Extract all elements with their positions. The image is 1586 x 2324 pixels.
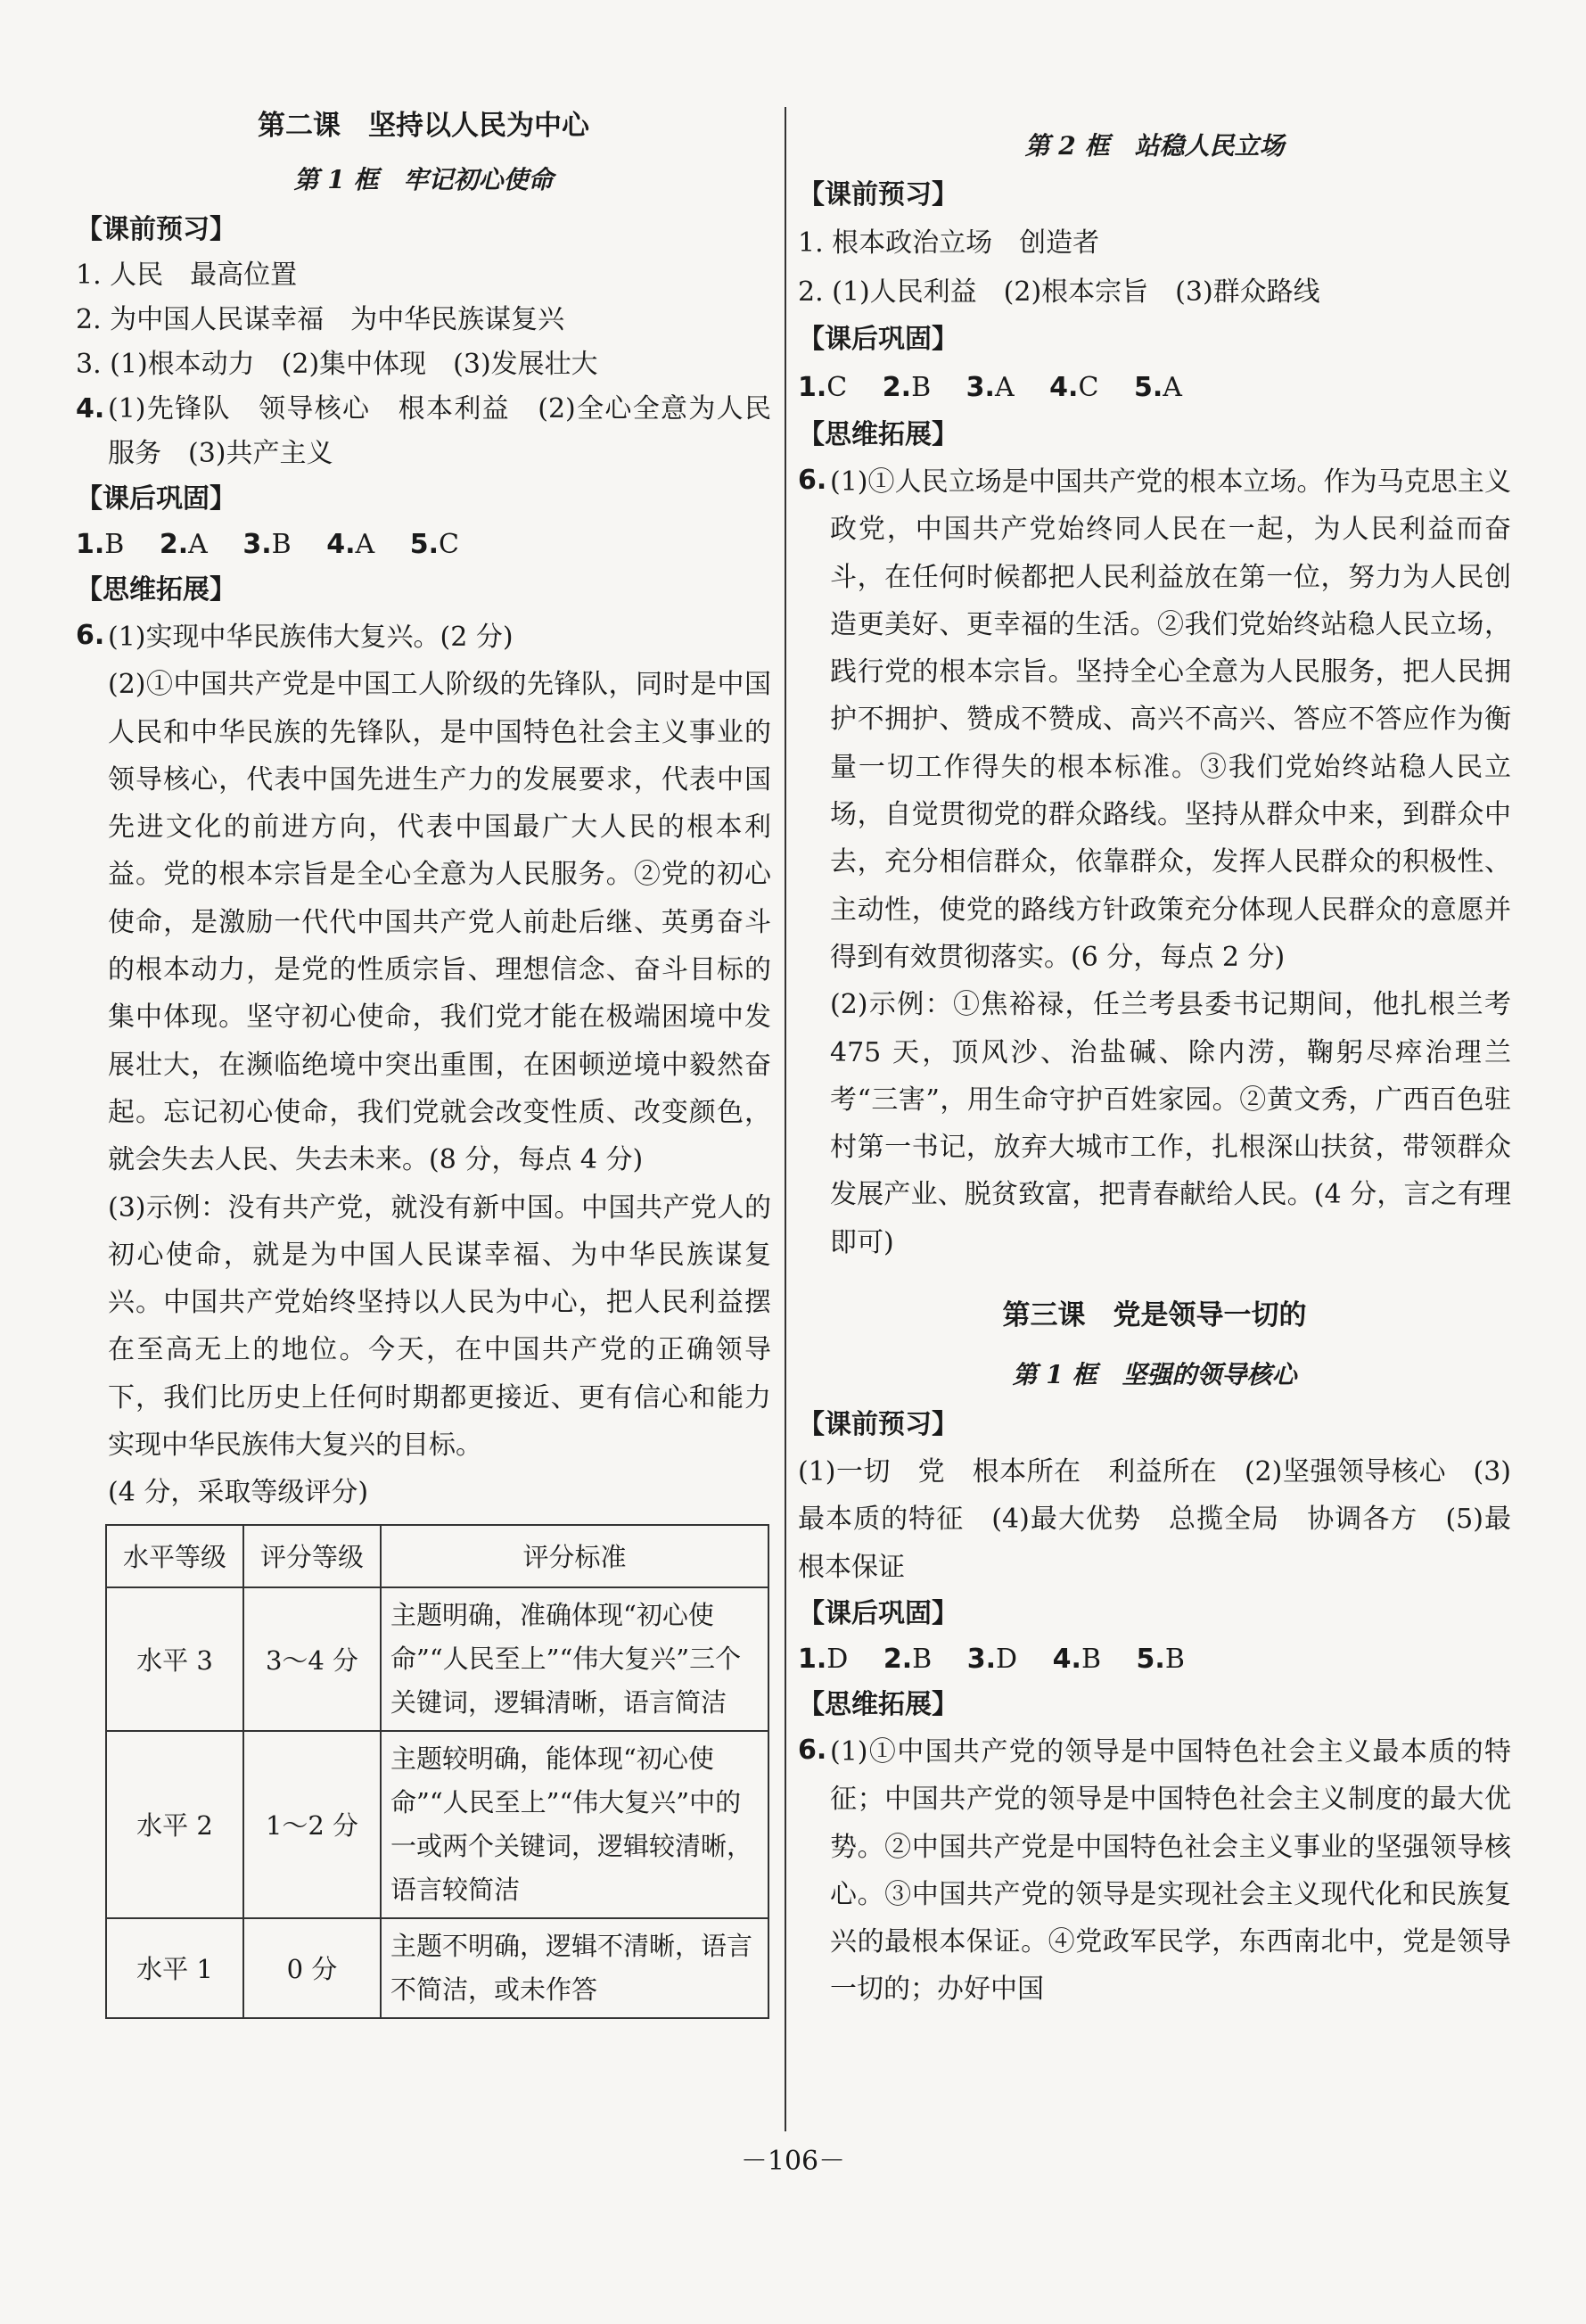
frame-title: 第 1 框 牢记初心使命	[293, 165, 554, 194]
table-header: 水平等级	[106, 1525, 243, 1587]
table-cell-level: 水平 3	[106, 1587, 243, 1731]
table-row	[106, 1918, 768, 2018]
choice-5: 5.C	[409, 529, 459, 560]
q6-text: (1)①中国共产党的领导是中国特色社会主义最本质的特征；中国共产党的领导是中国特色社会主义制度的最大优势。②中国共产党是中国特色社会主义事业的坚强领导核心。③中国共产党的领导是实现社会主义现代化和民族复兴的最根本保证。④党政军民学，东西南北中，党是领导一切的；办好中国	[830, 1735, 1511, 2006]
choice-1: 1.C	[798, 372, 848, 403]
answer-3: 3. (1)根本动力 (2)集中体现 (3)发展壮大	[76, 349, 598, 380]
lesson-title: 第二课 坚持以人民为中心	[258, 110, 589, 142]
answer-2: 2. 为中国人民谋幸福 为中华民族谋复兴	[76, 304, 565, 335]
table-cell-score: 3～4 分	[243, 1587, 381, 1731]
left-column	[76, 98, 771, 2019]
choice-2: 2.B	[882, 372, 932, 403]
choice-4: 4.C	[1049, 372, 1099, 403]
choice-2: 2.A	[159, 529, 208, 560]
table-cell-score: 0 分	[243, 1918, 381, 2018]
choice-3: 3.D	[966, 1643, 1018, 1675]
answer-number: 4.	[76, 393, 105, 424]
frame-title: 第 2 框 站稳人民立场	[1024, 131, 1285, 161]
question-number: 6.	[76, 620, 105, 651]
question-6	[76, 614, 771, 1517]
grading-table	[105, 1524, 769, 2019]
question-number: 6.	[798, 1734, 827, 1766]
q6-part-2: (2)①中国共产党是中国工人阶级的先锋队，同时是中国人民和中华民族的先锋队，是中国特色社会主义事业的领导核心，代表中国先进生产力的发展要求，代表中国先进文化的前进方向，代表中国最广大人民的根本利益。党的根本宗旨是全心全意为人民服务。②党的初心使命，是激励一代代中国共产党人前赴后继、英勇奋斗的根本动力，是党的性质宗旨、理想信念、奋斗目标的集中体现。坚守初心使命，我们党才能在极端困境中发展壮大，在濒临绝境中突出重围，在困顿逆境中毅然奋起。忘记初心使命，我们党就会改变性质、改变颜色，就会失去人民、失去未来。(8 分，每点 4 分)	[108, 669, 771, 1176]
choice-answers	[76, 523, 771, 567]
choice-3: 3.B	[242, 529, 292, 560]
section-extension: 【思维拓展】	[798, 419, 958, 450]
table-cell-standard: 主题明确，准确体现“初心使命”“人民至上”“伟大复兴”三个关键词，逻辑清晰，语言简洁	[381, 1587, 768, 1731]
question-6	[798, 1728, 1511, 2014]
table-cell-score: 1～2 分	[243, 1731, 381, 1918]
section-review: 【课后巩固】	[798, 324, 958, 355]
section-extension: 【思维拓展】	[798, 1688, 958, 1720]
section-review: 【课后巩固】	[798, 1597, 958, 1629]
q6-part-3: (3)示例：没有共产党，就没有新中国。中国共产党人的初心使命，就是为中国人民谋幸福、为中华民族谋复兴。中国共产党始终坚持以人民为中心，把人民利益摆在至高无上的地位。今天，在中国共产党的正确领导下，我们比历史上任何时期都更接近、更有信心和能力实现中华民族伟大复兴的目标。	[108, 1191, 771, 1462]
answer-text: (1)先锋队 领导核心 根本利益 (2)全心全意为人民服务 (3)共产主义	[108, 393, 771, 469]
table-cell-level: 水平 1	[106, 1918, 243, 2018]
question-number: 6.	[798, 465, 827, 496]
answer-1: 1. 人民 最高位置	[76, 260, 298, 291]
lesson-title: 第三课 党是领导一切的	[1002, 1299, 1307, 1332]
choice-1: 1.D	[798, 1643, 849, 1675]
choice-4: 4.A	[326, 529, 375, 560]
column-divider	[785, 107, 786, 2131]
section-preview: 【课前预习】	[798, 179, 958, 210]
choice-5: 5.A	[1133, 372, 1182, 403]
choice-answers	[798, 1637, 1511, 1682]
right-column	[798, 120, 1511, 2014]
answer-2: 2. (1)人民利益 (2)根本宗旨 (3)群众路线	[798, 276, 1320, 308]
choice-3: 3.A	[966, 372, 1015, 403]
table-row	[106, 1731, 768, 1918]
q6-part-1: (1)①人民立场是中国共产党的根本立场。作为马克思主义政党，中国共产党始终同人民在一起，为人民利益而奋斗，在任何时候都把人民利益放在第一位，努力为人民创造更美好、更幸福的生活。②我们党始终站稳人民立场，践行党的根本宗旨。坚持全心全意为人民服务，把人民拥护不拥护、赞成不赞成、高兴不高兴、答应不答应作为衡量一切工作得失的根本标准。③我们党始终站稳人民立场，自觉贯彻党的群众路线。坚持从群众中来，到群众中去，充分相信群众，依靠群众，发挥人民群众的积极性、主动性，使党的路线方针政策充分体现人民群众的意愿并得到有效贯彻落实。(6 分，每点 2 分)	[830, 466, 1511, 973]
table-header-row	[106, 1525, 768, 1587]
choice-4: 4.B	[1052, 1643, 1101, 1675]
table-cell-standard: 主题较明确，能体现“初心使命”“人民至上”“伟大复兴”中的一或两个关键词，逻辑较清晰，语言较简洁	[381, 1731, 768, 1918]
frame-title: 第 1 框 坚强的领导核心	[1012, 1360, 1297, 1390]
table-cell-level: 水平 2	[106, 1731, 243, 1918]
section-extension: 【思维拓展】	[76, 574, 236, 606]
choice-1: 1.B	[76, 529, 125, 560]
question-6	[798, 458, 1511, 1266]
choice-answers	[798, 363, 1511, 412]
page-number: －106－	[740, 2146, 846, 2177]
q6-part-1: (1)实现中华民族伟大复兴。(2 分)	[108, 622, 514, 653]
table-cell-standard: 主题不明确，逻辑不清晰，语言不简洁，或未作答	[381, 1918, 768, 2018]
q6-part-3-note: (4 分，采取等级评分)	[108, 1477, 369, 1509]
section-preview: 【课前预习】	[798, 1409, 958, 1441]
table-header: 评分等级	[243, 1525, 381, 1587]
section-review: 【课后巩固】	[76, 483, 236, 515]
preview-answers: (1)一切 党 根本所在 利益所在 (2)坚强领导核心 (3)最本质的特征 (4)最大优势 总揽全局 协调各方 (5)最根本保证	[798, 1456, 1511, 1583]
table-header: 评分标准	[381, 1525, 768, 1587]
answer-4	[76, 387, 771, 476]
table-row	[106, 1587, 768, 1731]
q6-part-2: (2)示例：①焦裕禄，任兰考县委书记期间，他扎根兰考 475 天，顶风沙、治盐碱、除内涝，鞠躬尽瘁治理兰考“三害”，用生命守护百姓家园。②黄文秀，广西百色驻村第一书记，放弃大城市工作，扎根深山扶贫，带领群众发展产业、脱贫致富，把青春献给人民。(4 分，言之有理即可)	[830, 989, 1511, 1258]
answer-1: 1. 根本政治立场 创造者	[798, 227, 1100, 259]
section-preview: 【课前预习】	[76, 214, 236, 245]
choice-2: 2.B	[883, 1643, 933, 1675]
choice-5: 5.B	[1136, 1643, 1185, 1675]
